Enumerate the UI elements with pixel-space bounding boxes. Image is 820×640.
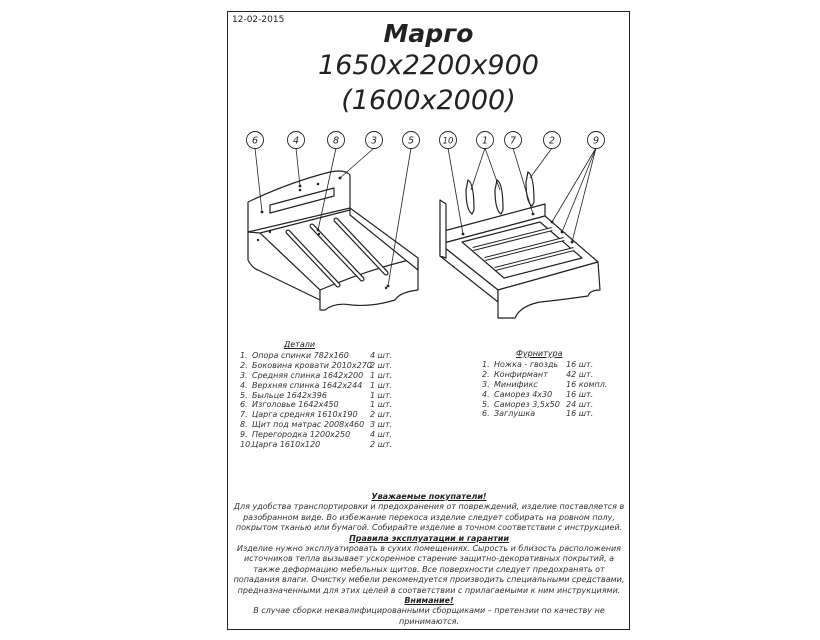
list-item: 7. Царга средняя 1610x190 2 шт.: [240, 410, 393, 420]
callout-label: 2: [548, 135, 556, 147]
document-date: 12-02-2015: [232, 15, 285, 25]
fittings-list: [482, 360, 622, 419]
notes-heading-rules: Правила эксплуатации и гарантии: [349, 533, 509, 543]
callout-label: 8: [332, 135, 340, 147]
product-dimensions-alt: (1600x2000): [341, 85, 516, 116]
list-item: 8. Щит под матрас 2008x460 3 шт.: [240, 420, 393, 430]
callout-label: 9: [592, 135, 600, 147]
support-leg-2: [495, 180, 503, 214]
notes-paragraph-rules: Изделие нужно эксплуатировать в сухих помещениях. Сырость и близость расположения источников тепла вызывает ускоренное старение защитно-декоративных покрытий, а также деформацию мебельных щитов. Все поверхности следует предохранять от попадания влаги. Очистку мебели рекомендуется производить специальными средствами, предназначенными для этих целей в соответствии с прилагаемыми к ним инструкциями.: [233, 544, 625, 595]
callout-label: 10: [442, 136, 454, 147]
list-item: 9. Перегородка 1200x250 4 шт.: [240, 430, 393, 440]
callout-label: 6: [251, 135, 259, 147]
product-dimensions: 1650x2200x900: [318, 50, 539, 81]
frame-leg: [440, 200, 446, 258]
callout-label: 7: [509, 135, 517, 147]
notes-heading-attention: Внимание!: [404, 596, 454, 606]
list-item: 5. Саморез 3,5x50 24 шт.: [482, 399, 594, 409]
list-item: 4. Верхняя спинка 1642x244 1 шт.: [240, 380, 393, 390]
list-item: 2. Конфирмант 42 шт.: [482, 369, 594, 379]
callout-label: 5: [407, 135, 415, 147]
list-item: 2. Боковина кровати 2010x270 2 шт.: [240, 360, 393, 370]
support-leg-3: [526, 172, 534, 206]
callout-label: 1: [481, 135, 489, 147]
callout-label: 3: [370, 135, 378, 147]
list-item: 3. Минификс 16 компл.: [482, 379, 608, 389]
fittings-title: Фурнитура: [516, 349, 563, 358]
notes-paragraph-attention: В случае сборки неквалифицированными сборщиками – претензии по качеству не принимаются.: [253, 606, 605, 626]
notes-heading-customers: Уважаемые покупатели!: [371, 492, 487, 501]
list-item: 6. Изголовье 1642x450 1 шт.: [240, 400, 393, 410]
assembly-drawing: [227, 120, 630, 330]
parts-list: [240, 351, 400, 450]
parts-title: Детали: [284, 340, 316, 349]
list-item: 10.Царга 1610x120 2 шт.: [240, 440, 393, 450]
list-item: 6. Заглушка 16 шт.: [482, 409, 594, 419]
list-item: 3. Средняя спинка 1642x200 1 шт.: [240, 370, 393, 380]
product-title: Марго: [383, 19, 474, 48]
callout-label: 4: [292, 135, 300, 147]
list-item: 1. Опора спинки 782x160 4 шт.: [240, 351, 393, 360]
list-item: 5. Быльце 1642x396 1 шт.: [240, 390, 393, 400]
list-item: 1. Ножка - гвоздь 16 шт.: [482, 360, 594, 369]
list-item: 4. Саморез 4x30 16 шт.: [482, 389, 594, 399]
notes-section: [233, 492, 625, 627]
notes-paragraph-transport: Для удобства транспортировки и предохранения от повреждений, изделие поставляется в разобранном виде. Во избежание перекоса изделие следует собирать на ровном полу, покрытом тканью или бумагой. Собирайте изделие в точном соответствии с инструкцией.: [233, 502, 625, 533]
